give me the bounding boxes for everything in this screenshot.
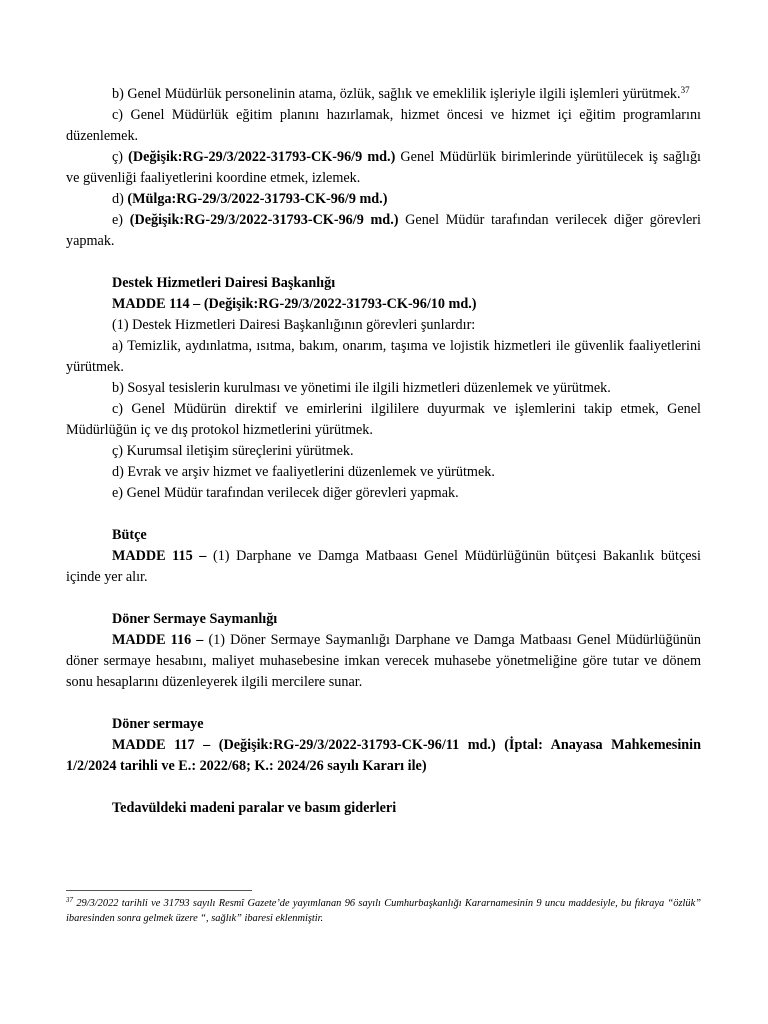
article-116-title: MADDE 116 –: [112, 632, 204, 648]
article-115: [66, 546, 701, 588]
footnote-divider: [66, 890, 252, 891]
footnote-ref-37[interactable]: 37: [680, 85, 690, 95]
article-114-item: c) Genel Müdürün direktif ve emirlerini ilgililere duyurmak ve işlemlerini takip etmek, Genel Müdürlüğün iç ve dış protokol hizmetlerini yürütmek.: [66, 401, 701, 438]
article-114-item: e) Genel Müdür tarafından verilecek diğer görevleri yapmak.: [112, 485, 459, 501]
paragraph-cc-text: Genel Müdürlük birimlerinde yürütülecek iş sağlığı ve güvenliği faaliyetlerini koordine etmek, izlemek.: [66, 149, 701, 186]
paragraph-e-prefix: e): [112, 212, 130, 228]
amendment-note: (Değişik:RG-29/3/2022-31793-CK-96/9 md.): [129, 212, 399, 228]
section-heading-destek: Destek Hizmetleri Dairesi Başkanlığı: [112, 275, 336, 291]
section-heading-butce: Bütçe: [112, 527, 147, 543]
article-114-item: a) Temizlik, aydınlatma, ısıtma, bakım, onarım, taşıma ve lojistik hizmetleri ile güvenlik faaliyetlerini yürütmek.: [66, 338, 701, 375]
amendment-note: (Değişik:RG-29/3/2022-31793-CK-96/9 md.): [128, 149, 396, 165]
paragraph-b-text: b) Genel Müdürlük personelinin atama, özlük, sağlık ve emeklilik işleriyle ilgili işlemleri yürütmek.: [112, 86, 681, 102]
section-heading-saymanlik: Döner Sermaye Saymanlığı: [112, 611, 278, 627]
repeal-note: (Mülga:RG-29/3/2022-31793-CK-96/9 md.): [127, 191, 388, 207]
article-115-title: MADDE 115 –: [112, 548, 207, 564]
paragraph-e: [66, 210, 701, 252]
article-114-intro: (1) Destek Hizmetleri Dairesi Başkanlığının görevleri şunlardır:: [112, 317, 476, 333]
paragraph-d-prefix: d): [112, 191, 128, 207]
document-body: [66, 84, 701, 819]
paragraph-b: [66, 84, 701, 105]
paragraph-cc-prefix: ç): [112, 149, 129, 165]
article-114-item: b) Sosyal tesislerin kurulması ve yönetimi ile ilgili hizmetleri düzenlemek ve yürütmek.: [112, 380, 611, 396]
paragraph-d: [66, 189, 701, 210]
paragraph-e-text: Genel Müdür tarafından verilecek diğer görevleri yapmak.: [66, 212, 701, 249]
article-115-text: (1) Darphane ve Damga Matbaası Genel Müdürlüğünün bütçesi Bakanlık bütçesi içinde yer alır.: [66, 548, 701, 585]
article-114-title: MADDE 114 – (Değişik:RG-29/3/2022-31793-CK-96/10 md.): [112, 296, 477, 312]
article-114-item: ç) Kurumsal iletişim süreçlerini yürütmek.: [112, 443, 354, 459]
article-116: [66, 630, 701, 693]
footnote-text: 29/3/2022 tarihli ve 31793 sayılı Resmî Gazete’de yayımlanan 96 sayılı Cumhurbaşkanlığı Kararnamesinin 9 uncu maddesiyle, bu fıkraya “özlük” ibaresinden sonra gelmek üzere “, sağlık” ibaresi eklenmiştir.: [66, 898, 701, 924]
footnote-37: [66, 896, 701, 926]
footnote-number: 37: [66, 896, 73, 904]
section-heading-tedavul: Tedavüldeki madeni paralar ve basım giderleri: [112, 800, 397, 816]
paragraph-cc: [66, 147, 701, 189]
section-heading-doner: Döner sermaye: [112, 716, 204, 732]
article-117-title: MADDE 117 – (Değişik:RG-29/3/2022-31793-CK-96/11 md.) (İptal: Anayasa Mahkemesinin 1/2/2024 tarihli ve E.: 2022/68; K.: 2024/26 sayılı Kararı ile): [66, 737, 701, 774]
article-116-text: (1) Döner Sermaye Saymanlığı Darphane ve Damga Matbaası Genel Müdürlüğünün döner sermaye hesabını, maliyet muhasebesine imkan verecek muhasebe yönetmeliğine göre tutar ve dönem sonu hesaplarını düzenleyerek ilgili mercilere sunar.: [66, 632, 701, 690]
paragraph-c: c) Genel Müdürlük eğitim planını hazırlamak, hizmet öncesi ve hizmet içi eğitim programlarını düzenlemek.: [66, 107, 701, 144]
article-114-item: d) Evrak ve arşiv hizmet ve faaliyetlerini düzenlemek ve yürütmek.: [112, 464, 495, 480]
